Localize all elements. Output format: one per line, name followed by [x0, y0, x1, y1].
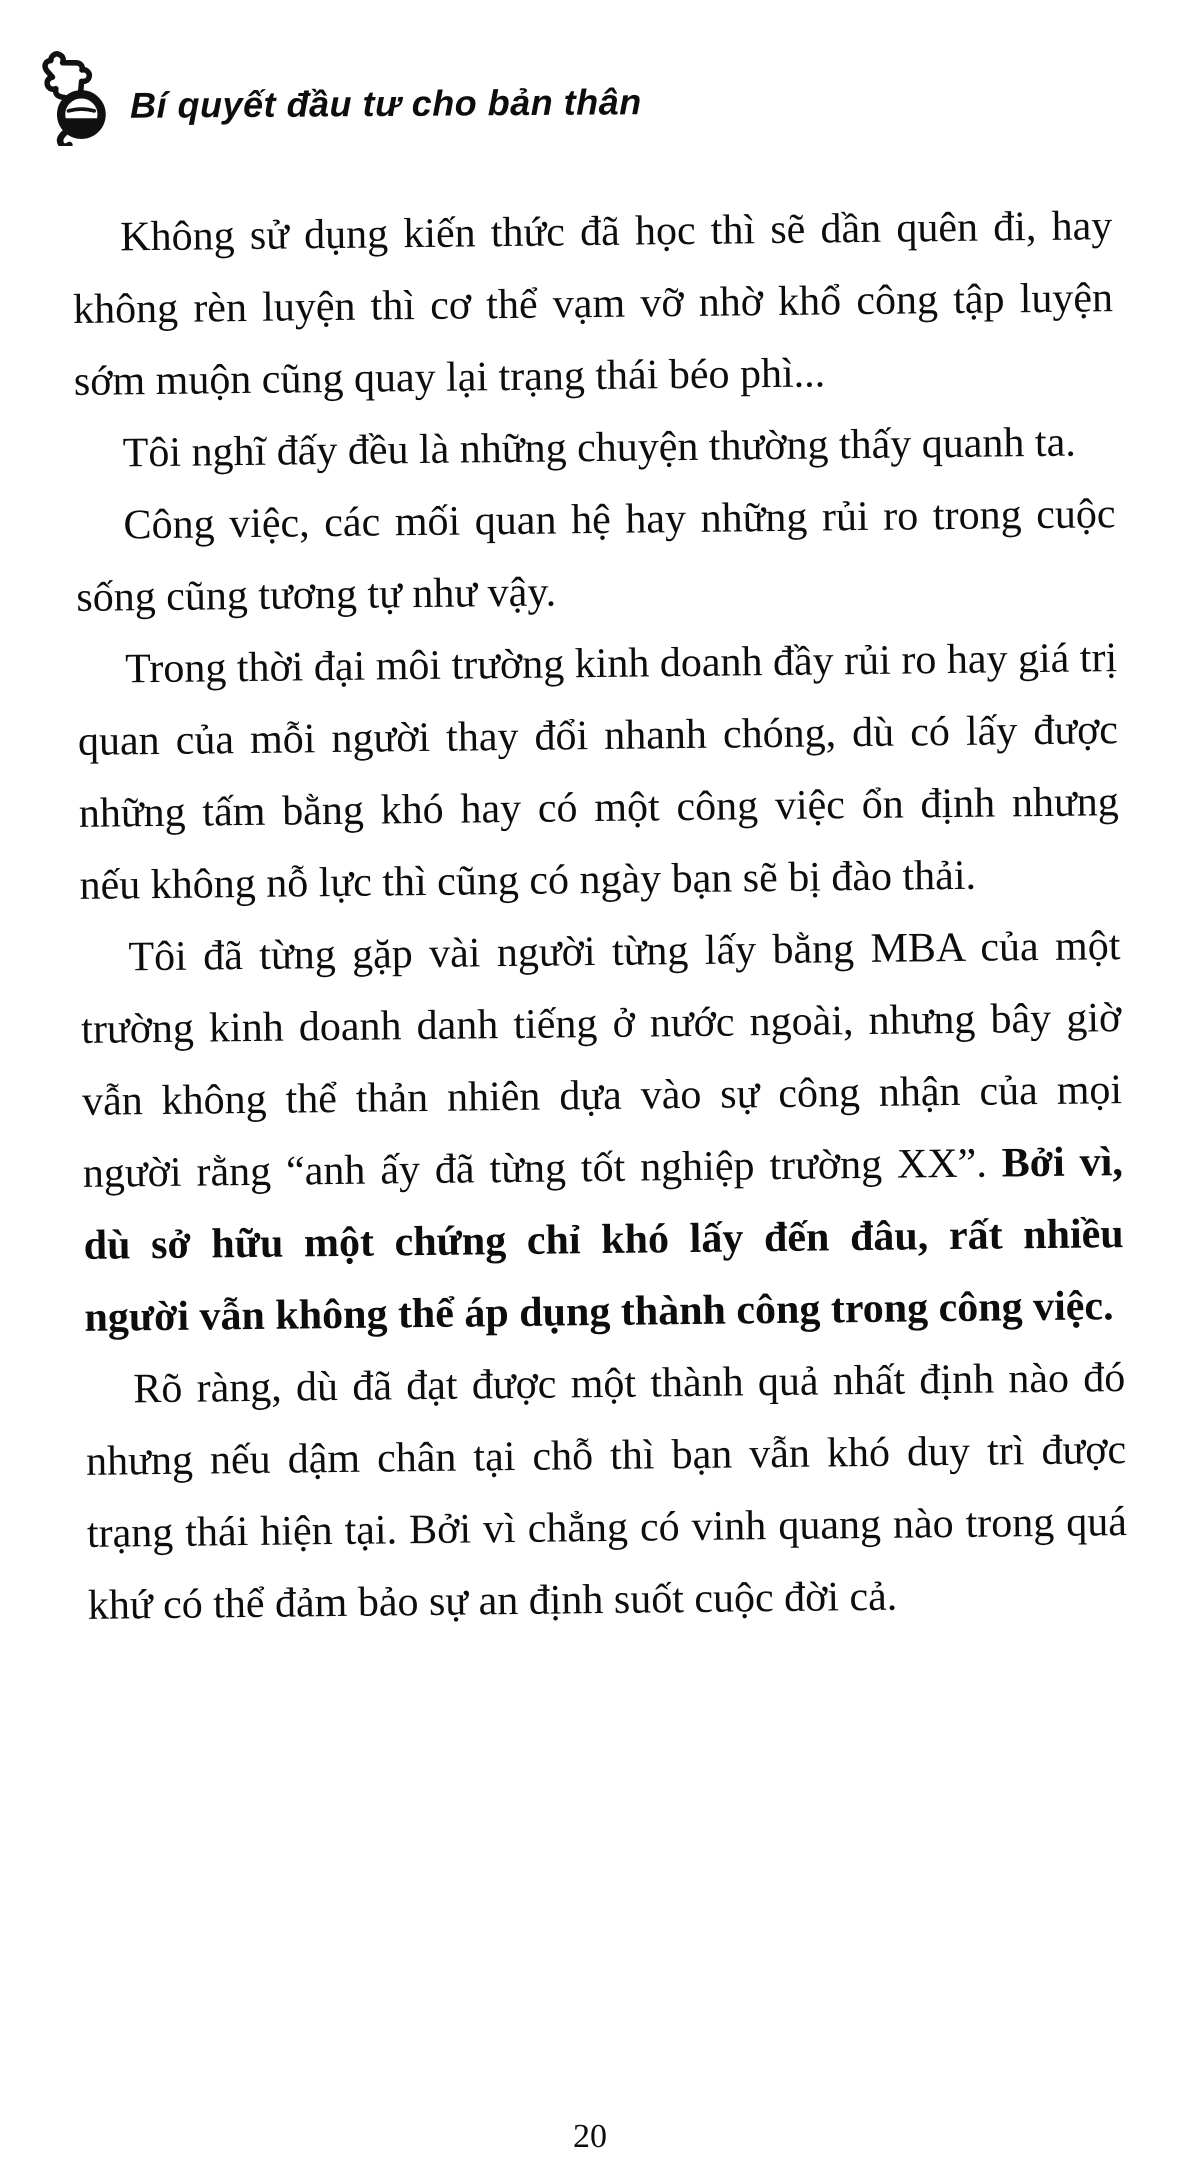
paragraph-text: Trong thời đại môi trường kinh doanh đầy rủi ro hay giá trị quan của mỗi người thay đổi nhanh chóng, dù có lấy được những tấm bằng khó hay có một công việc ổn định nhưng nếu không nỗ lực thì cũng có ngày bạn sẽ bị đào thải. — [77, 635, 1120, 909]
paragraph-text: Tôi đã từng gặp vài người từng lấy bằng MBA của một trường kinh doanh danh tiếng ở nước ngoài, nhưng bây giờ vẫn không thể thản nhiên dựa vào sự công nhận của mọi người rằng “anh ấy đã từng tốt nghiệp trường XX”. — [80, 923, 1123, 1197]
paragraph-5 — [80, 910, 1125, 1354]
paragraph-bold-text: Bởi vì, dù sở hữu một chứng chỉ khó lấy đến đâu, rất nhiều người vẫn không thể áp dụng thành công trong công việc. — [83, 1139, 1124, 1341]
paragraph-text: Không sử dụng kiến thức đã học thì sẽ dần quên đi, hay không rèn luyện thì cơ thể vạm vỡ nhờ khổ công tập luyện sớm muộn cũng quay lại trạng thái béo phì... — [72, 203, 1114, 405]
page-number: 20 — [573, 2118, 607, 2155]
book-title-header: Bí quyết đầu tư cho bản thân — [129, 81, 642, 126]
paragraph-6 — [85, 1342, 1128, 1642]
paragraph-text: Công việc, các mối quan hệ hay những rủi ro trong cuộc sống cũng tương tự như vậy. — [76, 491, 1116, 621]
paragraph-text: Tôi nghĩ đấy đều là những chuyện thường thấy quanh ta. — [122, 419, 1076, 477]
paragraph-3 — [75, 478, 1117, 634]
page-body — [72, 190, 1128, 1642]
puzzle-magnifier-icon — [28, 50, 120, 146]
paragraph-2 — [74, 406, 1115, 490]
paragraph-4 — [77, 622, 1120, 922]
running-header — [28, 48, 642, 146]
paragraph-text: Rõ ràng, dù đã đạt được một thành quả nhất định nào đó nhưng nếu dậm chân tại chỗ thì bạn vẫn khó duy trì được trạng thái hiện tại. Bởi vì chẳng có vinh quang nào trong quá khứ có thể đảm bảo sự an định suốt cuộc đời cả. — [85, 1355, 1128, 1629]
paragraph-1 — [72, 190, 1114, 418]
